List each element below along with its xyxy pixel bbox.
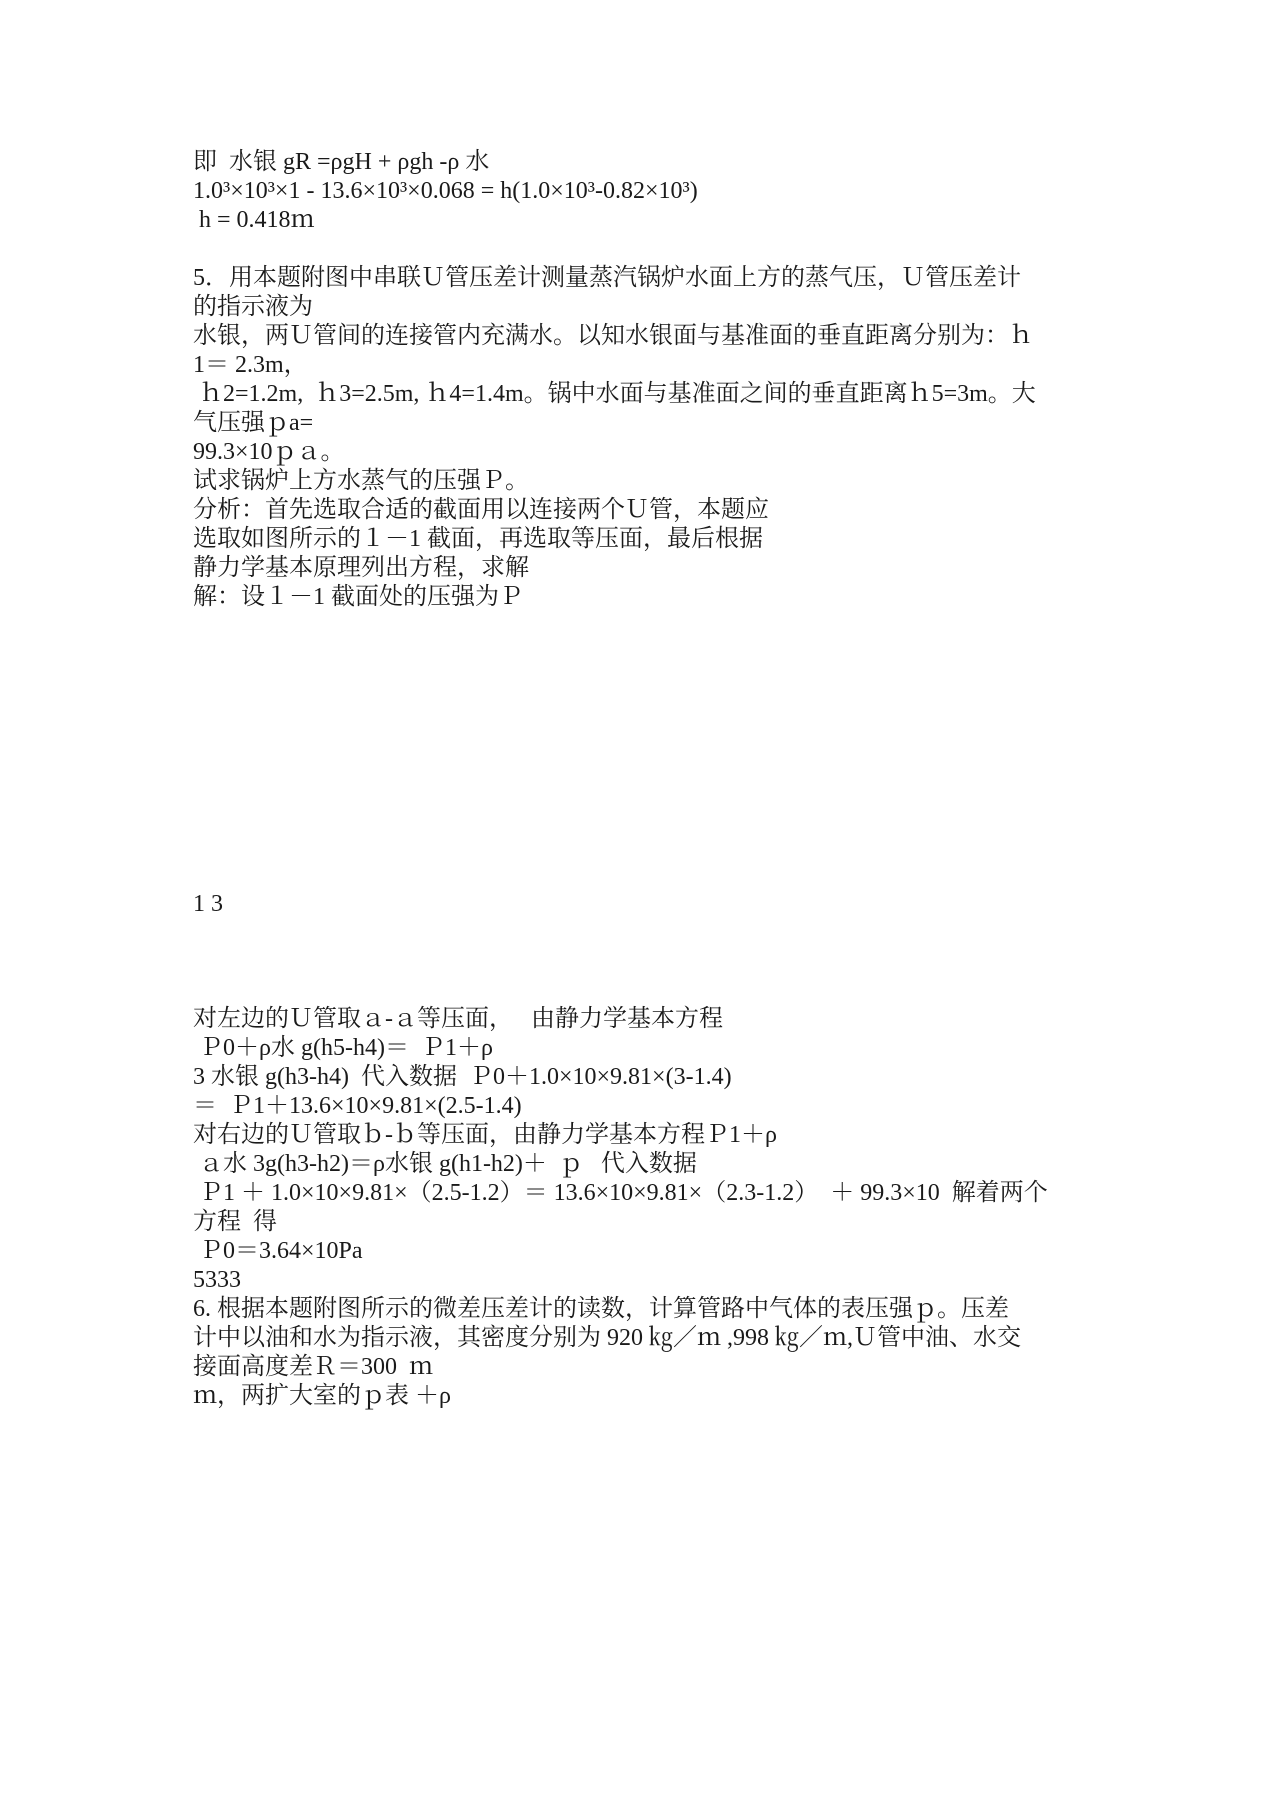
- text-line: Ｐ0＝3.64×10Pa: [193, 1238, 363, 1264]
- text-line: 6. 根据本题附图所示的微差压差计的读数，计算管路中气体的表压强ｐ。压差: [193, 1296, 1009, 1322]
- text-line: 气压强ｐa=: [193, 410, 314, 436]
- text-line: 即 水银 gR =ρgH + ρgh -ρ 水: [193, 149, 490, 175]
- text-line: Ｐ0＋ρ水 g(h5-h4)＝ Ｐ1＋ρ: [193, 1035, 493, 1061]
- text-line: 5333: [193, 1267, 241, 1293]
- text-line: 静力学基本原理列出方程，求解: [193, 555, 529, 581]
- text-line: 分析：首先选取合适的截面用以连接两个Ｕ管，本题应: [193, 497, 769, 523]
- text-line: 99.3×10ｐａ。: [193, 439, 345, 465]
- text-line: 接面高度差Ｒ＝300 ｍ: [193, 1354, 433, 1380]
- text-line: 解：设１－1 截面处的压强为Ｐ: [193, 584, 523, 610]
- text-line: 3 水银 g(h3-h4) 代入数据 Ｐ0＋1.0×10×9.81×(3-1.4): [193, 1064, 732, 1090]
- text-line: h = 0.418ｍ: [193, 207, 315, 233]
- text-line: 5．用本题附图中串联Ｕ管压差计测量蒸汽锅炉水面上方的蒸气压，Ｕ管压差计: [193, 265, 1021, 291]
- text-line: 对右边的Ｕ管取ｂ-ｂ等压面，由静力学基本方程Ｐ1＋ρ: [193, 1122, 777, 1148]
- text-line: 水银，两Ｕ管间的连接管内充满水。以知水银面与基准面的垂直距离分别为：ｈ: [193, 323, 1033, 349]
- text-line: 1.0³×10³×1 - 13.6×10³×0.068 = h(1.0×10³-0.82×10³): [193, 178, 698, 204]
- text-line: 的指示液为: [193, 294, 313, 320]
- text-line: 对左边的Ｕ管取ａ-ａ等压面， 由静力学基本方程: [193, 1006, 723, 1032]
- page-number: 1 3: [193, 891, 223, 917]
- text-line: 1＝ 2.3m，: [193, 352, 308, 378]
- text-line: ｍ，两扩大室的ｐ表 ＋ρ: [193, 1383, 451, 1409]
- text-line: Ｐ1 ＋ 1.0×10×9.81×（2.5-1.2）＝ 13.6×10×9.81×（2.3-1.2） ＋ 99.3×10 解着两个: [193, 1180, 1048, 1206]
- text-line: ａ水 3g(h3-h2)＝ρ水银 g(h1-h2)＋ ｐ 代入数据: [193, 1151, 697, 1177]
- text-line: 试求锅炉上方水蒸气的压强Ｐ。: [193, 468, 529, 494]
- text-line: 选取如图所示的１－1 截面，再选取等压面，最后根据: [193, 526, 763, 552]
- text-line: 方程 得: [193, 1209, 277, 1235]
- text-line: 计中以油和水为指示液，其密度分别为 920 ㎏／ｍ ,998 ㎏／ｍ,Ｕ管中油、水交: [193, 1325, 1021, 1351]
- text-line: ｈ2=1.2m, ｈ3=2.5m, ｈ4=1.4m。锅中水面与基准面之间的垂直距离ｈ5=3m。大: [193, 381, 1036, 407]
- text-line: ＝ Ｐ1＋13.6×10×9.81×(2.5-1.4): [193, 1093, 522, 1119]
